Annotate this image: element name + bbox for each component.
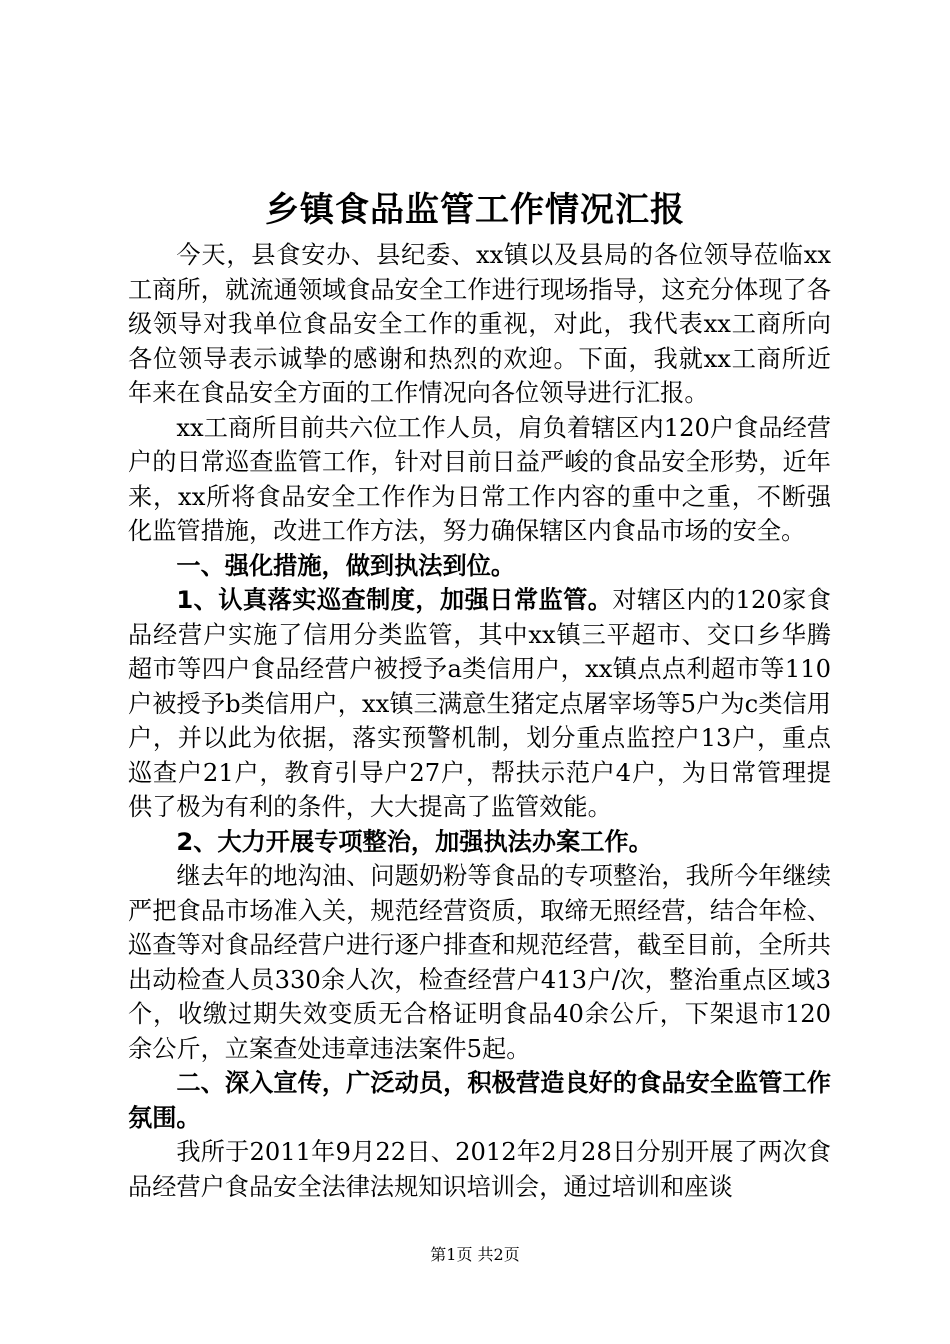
inspection-paragraph xyxy=(128,583,831,825)
page-footer: 第1页 共2页 xyxy=(430,1245,520,1264)
enforcement-paragraph: 继去年的地沟油、问题奶粉等食品的专项整治，我所今年继续严把食品市场准入关，规范经营资质，取缔无照经营，结合年检、巡查等对食品经营户进行逐户排查和规范经营，截至目前，全所共出动检查人员330余人次，检查经营户413户/次，整治重点区域3个，收缴过期失效变质无合格证明食品40余公斤，下架退市120余公斤，立案查处违章违法案件5起。 xyxy=(128,862,831,1063)
overview-paragraph: xx工商所目前共六位工作人员，肩负着辖区内120户食品经营户的日常巡查监管工作，针对目前日益严峻的食品安全形势，近年来，xx所将食品安全工作作为日常工作内容的重中之重，不断强化监管措施，改进工作方法，努力确保辖区内食品市场的安全。 xyxy=(128,413,831,545)
inspection-paragraph-text: 对辖区内的120家食品经营户实施了信用分类监管，其中xx镇三平超市、交口乡华腾超市等四户食品经营户被授予a类信用户，xx镇点点利超市等110户被授予b类信用户，xx镇三满意生猪定点屠宰场等5户为c类信用户，并以此为依据，落实预警机制，划分重点监控户13户，重点巡查户21户，教育引导户27户，帮扶示范户4户，为日常管理提供了极为有利的条件，大大提高了监管效能。 xyxy=(128,586,831,821)
section-heading-1: 一、强化措施，做到执法到位。 xyxy=(176,551,516,580)
intro-paragraph: 今天，县食安办、县纪委、xx镇以及县局的各位领导莅临xx工商所，就流通领域食品安全工作进行现场指导，这充分体现了各级领导对我单位食品安全工作的重视，对此，我代表xx工商所向各位领导表示诚挚的感谢和热烈的欢迎。下面，我就xx工商所近年来在食品安全方面的工作情况向各位领导进行汇报。 xyxy=(128,241,831,407)
section-heading-2: 二、深入宣传，广泛动员，积极营造良好的食品安全监管工作氛围。 xyxy=(128,1069,831,1132)
document-body xyxy=(128,238,831,1204)
training-paragraph: 我所于2011年9月22日、2012年2月28日分别开展了两次食品经营户食品安全法律法规知识培训会，通过培训和座谈 xyxy=(128,1138,831,1201)
subsection-heading-2: 2、大力开展专项整治，加强执法办案工作。 xyxy=(176,827,653,856)
subsection-heading-1: 1、认真落实巡查制度，加强日常监管。 xyxy=(176,586,613,614)
document-title: 乡镇食品监管工作情况汇报 xyxy=(265,190,685,230)
